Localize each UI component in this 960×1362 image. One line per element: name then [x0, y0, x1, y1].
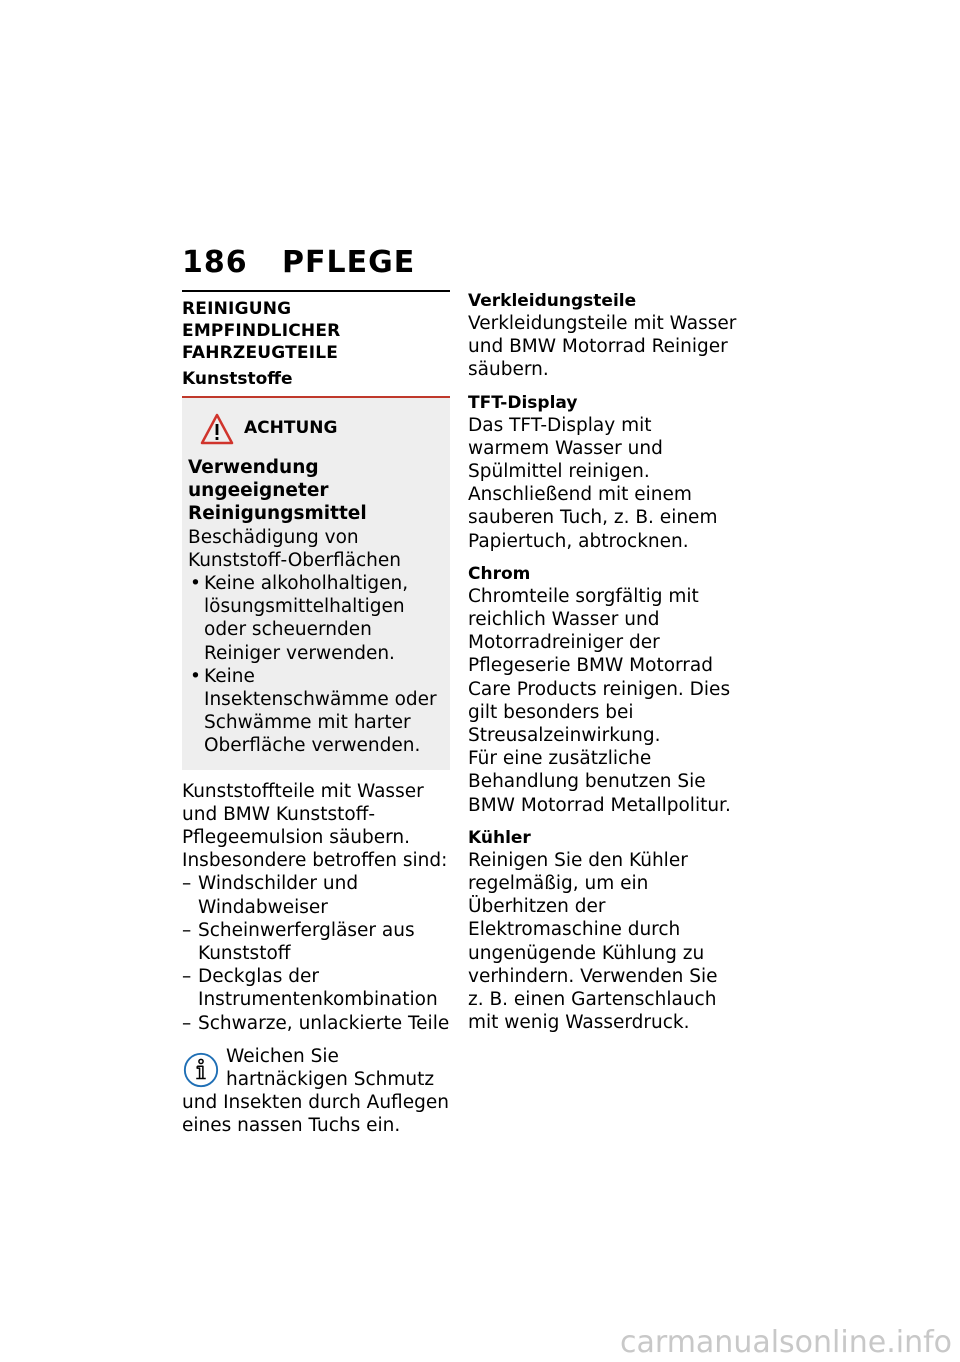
- list-item: – Schwarze, unlackierte Teile: [182, 1012, 450, 1035]
- warning-box: [182, 398, 450, 770]
- block-radiator: [468, 827, 738, 1035]
- section-title: [182, 292, 450, 364]
- block-panels: [468, 290, 738, 382]
- subsection-title: Kunststoffe: [182, 369, 293, 389]
- block-tft-display: [468, 392, 738, 553]
- block-radiator-title: Kühler: [468, 827, 531, 848]
- block-tft-text: Das TFT-Display mit warmem Wasser und Spülmittel reinigen. Anschließend mit einem sauberen Tuch, z. B. einem Papiertuch, abtrocknen.: [468, 414, 718, 552]
- block-panels-title: Verkleidungsteile: [468, 291, 637, 311]
- section-title-line1: REINIGUNG EMPFINDLICHER: [182, 299, 341, 341]
- block-chrome-text: Chromteile sorgfältig mit reichlich Wasser und Motorradreiniger der Pflegeserie BMW Motorrad Care Products reinigen. Dies gilt besonders bei Streusalzeinwirkung.: [468, 585, 731, 747]
- chapter-title: PFLEGE: [282, 244, 416, 280]
- list-item: – Scheinwerfergläser aus Kunststoff: [182, 919, 450, 965]
- block-chrome-title: Chrom: [468, 563, 531, 584]
- warning-measures: [188, 572, 444, 758]
- warning-label: ACHTUNG: [244, 418, 338, 439]
- affected-parts-list: [182, 872, 450, 1034]
- hint-text: Weichen Sie hartnäckigen Schmutz und Insekten durch Auflegen eines nassen Tuchs ein.: [182, 1045, 449, 1137]
- warning-measure: • Keine Insektenschwämme oder Schwämme mit harter Oberfläche verwenden.: [188, 665, 444, 758]
- left-column: [182, 290, 450, 1138]
- watermark: carmanualsonline.info: [620, 1325, 952, 1360]
- warning-cause-line1: Verwendung ungeeigneter: [188, 457, 329, 502]
- warning-measure: • Keine alkoholhaltigen, lösungsmittelhaltigen oder scheuernden Reiniger verwenden.: [188, 572, 444, 665]
- warning-triangle-icon: [200, 413, 234, 445]
- block-chrome-text2: Für eine zusätzliche Behandlung benutzen Sie BMW Motorrad Metallpolitur.: [468, 748, 731, 816]
- warning-cause: [188, 456, 444, 526]
- block-tft-title: TFT-Display: [468, 392, 578, 413]
- info-icon: [182, 1051, 220, 1089]
- list-item: – Deckglas der Instrumentenkombination: [182, 965, 450, 1011]
- block-radiator-text: Reinigen Sie den Kühler regelmäßig, um ein Überhitzen der Elektromaschine durch ungenügende Kühlung zu verhindern. Verwenden Sie z. B. einen Gartenschlauch mit wenig Wasserdruck.: [468, 849, 718, 1034]
- block-panels-text: Verkleidungsteile mit Wasser und BMW Motorrad Reiniger säubern.: [468, 313, 737, 381]
- section-title-line2: FAHRZEUGTEILE: [182, 343, 339, 363]
- intro-paragraph: Kunststoffteile mit Wasser und BMW Kunststoff-Pflegeemulsion säubern. Insbesondere betroffen sind:: [182, 780, 448, 872]
- block-chrome: [468, 563, 738, 817]
- right-column: [468, 290, 738, 1044]
- warning-cause-line2: Reinigungsmittel: [188, 503, 367, 525]
- warning-effect: Beschädigung von Kunststoff-Oberflächen: [188, 526, 401, 571]
- warning-header: [200, 410, 444, 448]
- page-number: 186: [182, 244, 248, 280]
- page-header: [182, 240, 415, 284]
- list-item: – Windschilder und Windabweiser: [182, 872, 450, 918]
- hint-block: [182, 1045, 450, 1138]
